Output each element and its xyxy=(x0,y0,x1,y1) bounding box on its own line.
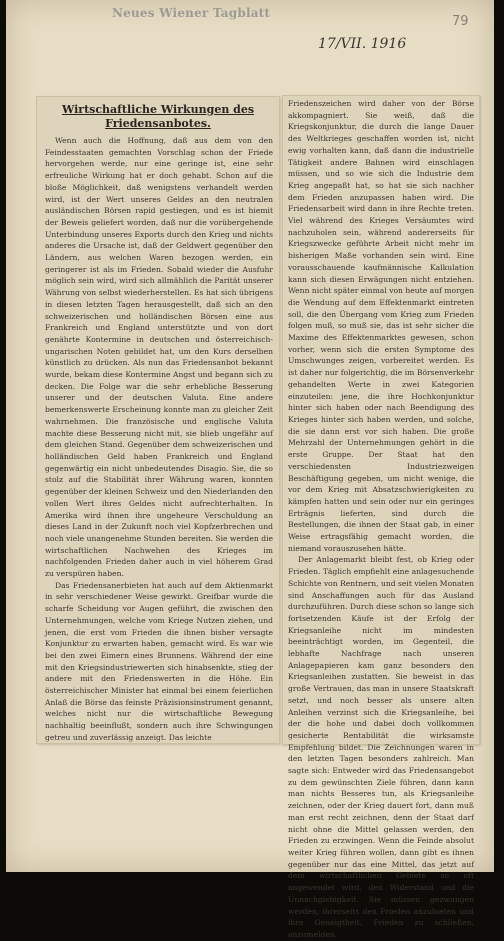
article-text-left xyxy=(37,133,279,744)
article-paragraph: Der Anlagemarkt bleibt fest, ob Krieg oder Frieden. Täglich empfiehlt eine anlagesuchende Schichte von Rentnern, und seit vielen Monaten sind Anschaffungen auch für das Ausland durchzuführen. Durch diese schon so lange sich fortsetzenden Käufe ist der Erfolg der Kriegsanleihe nicht im mindesten beeinträchtigt worden, im Gegenteil, die lebhafte Nachfrage nach unseren Anlagepapieren kam ganz besonders den Kriegsanleihen zustatten. Sie beweist in das große Vertrauen, das man in unsere Staatskraft setzt, und noch besser als unsere alten Anleihen verzinst sich die Kriegsanleihe, bei der die hohe und dabei doch vollkommen gesicherte Rentabilität die wirksamste Empfehlung bildet. Die Zeichnungen waren in den letzten Tagen besonders zahlreich. Man sagte sich: Entweder wird das Friedensangebot zu dem gewünschten Ziele führen, dann kann man nichts Besseres tun, als Kriegsanleihe zeichnen, oder der Krieg dauert fort, dann muß man erst recht zeichnen, denn der Staat darf nicht ohne die Mittel gelassen werden, den Frieden zu erzwingen. Wenn die Feinde absolut weiter Krieg führen wollen, dann gibt es ihnen gegenüber nur das eine Mittel, das jetzt auf dem wirtschaftlichen Gebiete so oft angewendet wird, den Widerstand und die Unnachgiebigkeit. Sie müssen gezwungen werden, ihrerseits den Frieden anzubieten und ihre Geneigtheit, Frieden zu schließen, anzumelden. xyxy=(288,555,474,939)
article-text-right xyxy=(283,96,479,941)
article-headline: Wirtschaftliche Wirkungen des Friedensanbotes. xyxy=(61,103,255,130)
newspaper-name-stamp: Neues Wiener Tagblatt xyxy=(112,6,271,20)
handwritten-date: 17/VII. 1916 xyxy=(318,36,407,52)
article-paragraph: Das Friedensanerbieten hat auch auf dem Aktienmarkt in sehr verschiedener Weise gewirkt. Greifbar wurde die scharfe Scheidung vor Augen geführt, die zwischen den Unternehmungen, welche vom Kriege Nutzen ziehen, und jenen, die erst vom Frieden die ihnen bisher versagte Konjunktur zu erwarten haben, gemacht wird. Es war wie bei den zwei Eimern eines Brunnens. Während der eine mit den Kriegsindustriewerten sich hinabsenkte, stieg der andere mit den Friedenswerten in die Höhe. Ein österreichischer Minister hat einmal bei einem feierlichen Anlaß die Börse das feinste Präzisionsinstrument genannt, welches nicht nur die wirtschaftliche Bewegung nachhaltig beeinflußt, sondern auch ihre Schwingungen getreu und zuverlässig anzeigt. Das leichte xyxy=(45,580,273,742)
article-paragraph: Wenn auch die Hoffnung, daß aus dem von den Feindesstaaten gemachten Vorschlag schon der Friede hervorgehen werde, nur eine geringe ist, eine sehr erfreuliche Wirkung hat er doch gehabt. Schon auf die bloße Möglichkeit, daß wenigstens verhandelt werden wird, ist der Wert unseres Geldes an den neutralen ausländischen Börsen rapid gestiegen, und es ist hiemit der Beweis geliefert worden, daß nur die vorübergehende Unterbindung unseres Exports durch den Krieg und nichts anderes die Ursache ist, daß der Geldwert gegenüber den Ländern, aus welchen Waren bezogen werden, ein geringerer ist als im Frieden. Sobald wieder die Ausfuhr möglich sein wird, wird sich allmählich die Parität unserer Währung von selbst wiederherstellen. Es hat sich übrigens in diesen letzten Tagen herausgestellt, daß sich an den schweizerischen und holländischen Börsen eine aus Frankreich und England unterstützte und von dort genährte Kontermine in deutschen und österreichisch-ungarischen Noten gebildet hat, um den Kurs derselben künstlich zu drücken. Als nun das Friedensanbot bekannt wurde, bekam diese Kontermine Angst und begann sich zu decken. Die Folge war die sehr erhebliche Besserung unserer und der deutschen Valuta. Eine andere bemerkenswerte Erscheinung konnte man zu gleicher Zeit wahrnehmen. Die französische und englische Valuta machte diese Besserung nicht mit, sie blieb ungefähr auf dem gleichen Stand. Gegenüber dem schweizerischen und holländischen Geld haben Frankreich und England gegenwärtig ein nicht unbedeutendes Disagio. Sie, die so stolz auf die Stabilität ihrer Währung waren, konnten gegenüber der kleinen Schweiz und den Niederlanden den vollen Wert ihres Geldes nicht aufrechterhalten. In Amerika wird ihnen ihre ungeheure Verschuldung an dieses Land in der Zukunft noch viel Kopfzerbrechen und noch viele unangenehme Stunden bereiten. Sie werden die wirtschaftlichen Nachwehen des Krieges im nachfolgenden Frieden daher auch in viel höherem Grad zu verspüren haben. xyxy=(45,136,273,579)
archive-sheet xyxy=(6,0,494,939)
page-number: 79 xyxy=(452,14,469,29)
clipping-column-left xyxy=(36,96,280,744)
clipping-column-right xyxy=(282,95,480,939)
article-paragraph: Friedenszeichen wird daher von der Börse akkompagniert. Sie weiß, daß die Kriegskonjunktur, die durch die lange Dauer des Weltkrieges geschaffen worden ist, nicht ewig vorhalten kann, daß dann die industrielle Tätigkeit andere Bahnen wird einschlagen müssen, und so wie sich die Industrie dem Krieg angepaßt hat, so hat sie sich nachher dem Frieden anzupassen haben wird. Die Friedensarbeit wird dann in ihre Rechte treten. Viel während des Krieges Versäumtes wird nachzuholen sein, während andererseits für Kriegszwecke geführte Arbeit nicht mehr im bisherigen Maße vorhanden sein wird. Eine vorausschauende kaufmännische Kalkulation kann sich diesen Erwägungen nicht entziehen. Wenn nicht später einmal von heute auf morgen die Wendung auf dem Effektenmarkt eintreten soll, die den Übergang vom Krieg zum Frieden folgen muß, so muß sie, das ist sehr sicher die Maxime des Effektenmarktes gewesen, schon vorher, wenn sich die ersten Symptome des Umschwunges zeigen, vorbereitet werden. Es ist daher nur folgerichtig, die im Börsenverkehr gehandelten Werte in zwei Kategorien einzuteilen: jene, die ihre Hochkonjunktur hinter sich haben oder nach Beendigung des Krieges hinter sich haben werden, und solche, die sie dann erst vor sich haben. Die große Mehrzahl der Unternehmungen gehört in die erste Gruppe. Der Staat hat den verschiedensten Industriezweigen Beschäftigung gegeben, um nicht wenige, die vor dem Krieg mit Absatzschwierigkeiten zu kämpfen hatten und sein oder nur ein geringes Erträgnis lieferten, sind durch die Bestellungen, die ihnen der Staat gab, in einer Weise ertragsfähig gemacht worden, die niemand vorauszusehen hätte. xyxy=(288,99,474,553)
